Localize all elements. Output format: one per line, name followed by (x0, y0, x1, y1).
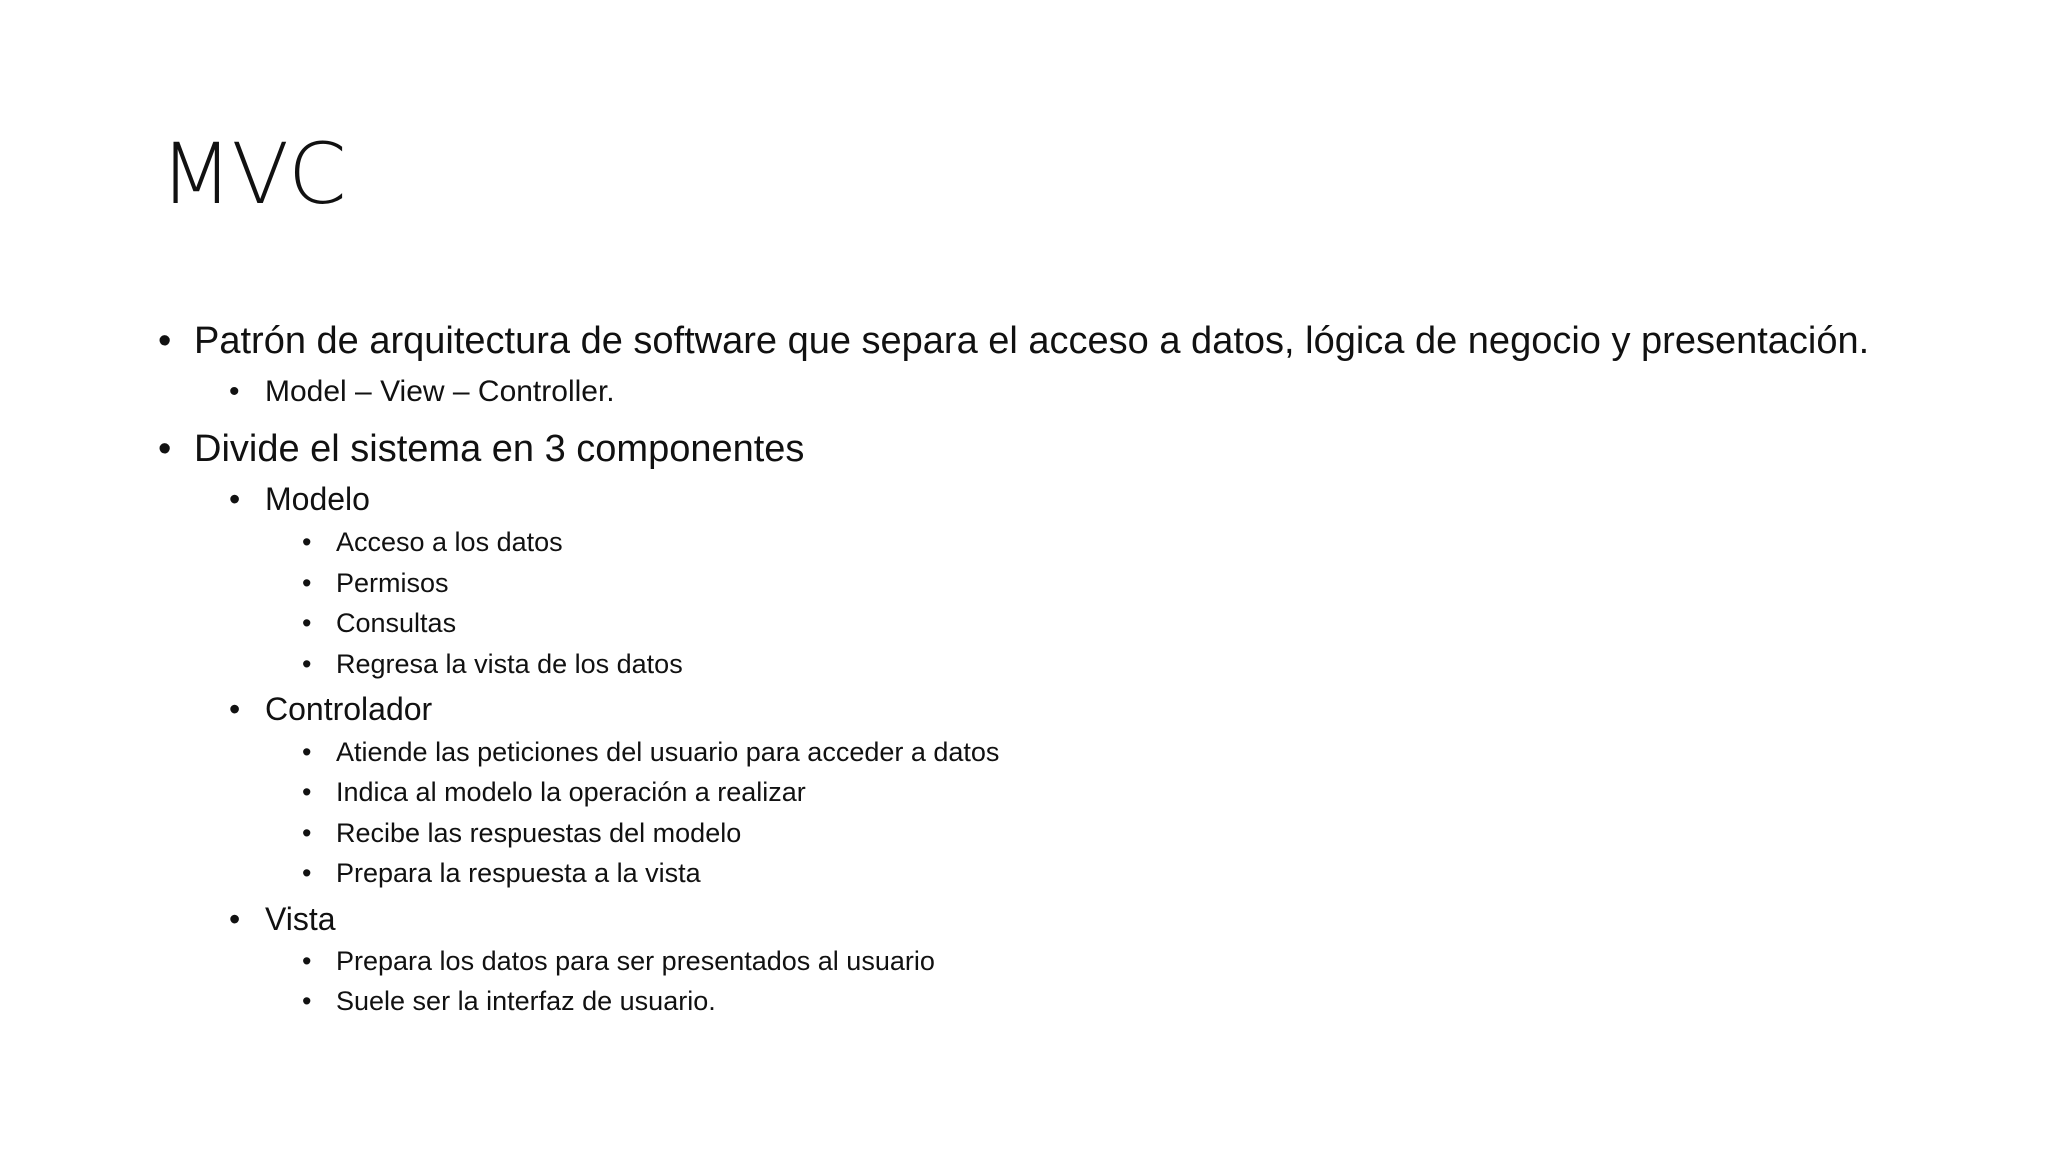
bullet-text: Indica al modelo la operación a realizar (336, 777, 806, 807)
bullet-text: Model – View – Controller. (265, 375, 615, 408)
bullet-text: Recibe las respuestas del modelo (336, 818, 742, 848)
bullet-dot: • (158, 320, 172, 362)
bullet-item (302, 735, 1000, 769)
slide-title: MVC (160, 125, 346, 223)
bullet-dot: • (302, 818, 312, 848)
bullet-dot: • (302, 649, 312, 679)
bullet-text: Permisos (336, 568, 449, 598)
bullet-item (229, 689, 433, 729)
bullet-dot: • (229, 901, 241, 937)
bullet-dot: • (302, 568, 312, 598)
bullet-text: Controlador (265, 691, 433, 727)
bullet-item (302, 647, 683, 681)
bullet-item (302, 606, 457, 640)
bullet-text: Atiende las peticiones del usuario para acceder a datos (336, 737, 1000, 767)
bullet-item (229, 373, 615, 411)
bullet-dot: • (302, 527, 312, 557)
bullet-item (302, 816, 742, 850)
bullet-text: Prepara la respuesta a la vista (336, 858, 701, 888)
bullet-dot: • (302, 858, 312, 888)
bullet-dot: • (229, 375, 240, 408)
bullet-dot: • (229, 691, 241, 727)
bullet-item (158, 426, 805, 472)
bullet-dot: • (302, 608, 312, 638)
bullet-item (302, 984, 716, 1018)
bullet-dot: • (302, 946, 312, 976)
bullet-text: Modelo (265, 481, 370, 517)
bullet-text: Patrón de arquitectura de software que separa el acceso a datos, lógica de negocio y presentación. (194, 320, 1870, 362)
bullet-text: Divide el sistema en 3 componentes (194, 428, 805, 470)
bullet-text: Vista (265, 901, 336, 937)
bullet-dot: • (302, 737, 312, 767)
bullet-item (302, 944, 935, 978)
bullet-item (302, 525, 563, 559)
bullet-item (302, 775, 806, 809)
bullet-text: Regresa la vista de los datos (336, 649, 683, 679)
bullet-dot: • (229, 481, 241, 517)
bullet-text: Consultas (336, 608, 457, 638)
bullet-dot: • (302, 986, 312, 1016)
bullet-dot: • (158, 428, 172, 470)
bullet-text: Acceso a los datos (336, 527, 563, 557)
bullet-item (229, 479, 370, 519)
bullet-item (302, 856, 701, 890)
bullet-item (158, 318, 1870, 364)
bullet-item (302, 566, 449, 600)
bullet-dot: • (302, 777, 312, 807)
bullet-item (229, 899, 336, 939)
bullet-text: Prepara los datos para ser presentados al usuario (336, 946, 935, 976)
bullet-text: Suele ser la interfaz de usuario. (336, 986, 716, 1016)
